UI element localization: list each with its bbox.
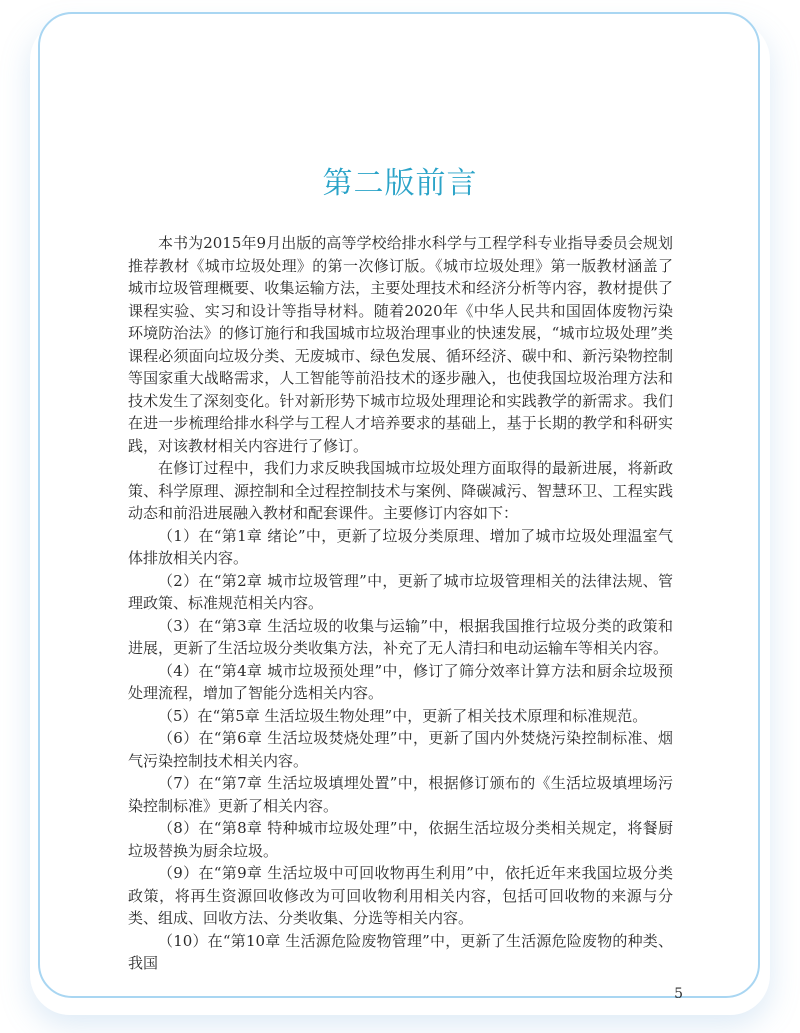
list-item: （6）在“第6章 生活垃圾焚烧处理”中，更新了国内外焚烧污染控制标准、烟气污染控制技术相关内容。 xyxy=(128,729,673,770)
list-item: （7）在“第7章 生活垃圾填埋处置”中，根据修订颁布的《生活垃圾填埋场污染控制标准》更新了相关内容。 xyxy=(128,774,673,815)
list-item: （3）在“第3章 生活垃圾的收集与运输”中，根据我国推行垃圾分类的政策和进展，更新了生活垃圾分类收集方法，补充了无人清扫和电动运输车等相关内容。 xyxy=(128,616,673,657)
list-item: （2）在“第2章 城市垃圾管理”中，更新了城市垃圾管理相关的法律法规、管理政策、标准规范相关内容。 xyxy=(128,571,673,612)
paragraph: 本书为2015年9月出版的高等学校给排水科学与工程学科专业指导委员会规划推荐教材《城市垃圾处理》的第一次修订版。《城市垃圾处理》第一版教材涵盖了城市垃圾管理概要、收集运输方法，主要处理技术和经济分析等内容，教材提供了课程实验、实习和设计等指导材料。随着2020年《中华人民共和国固体废物污染环境防治法》的修订施行和我国城市垃圾治理事业的快速发展，“城市垃圾处理”类课程必须面向垃圾分类、无废城市、绿色发展、循环经济、碳中和、新污染物控制等国家重大战略需求，人工智能等前沿技术的逐步融入，也使我国垃圾治理方法和技术发生了深刻变化。针对新形势下城市垃圾处理理论和实践教学的新需求。我们在进一步梳理给排水科学与工程人才培养要求的基础上，基于长期的教学和科研实践，对该教材相关内容进行了修订。 xyxy=(128,234,673,455)
page-number: 5 xyxy=(674,985,683,1002)
page-content xyxy=(128,232,683,1003)
page-title: 第二版前言 xyxy=(322,166,478,201)
list-item: （1）在“第1章 绪论”中，更新了垃圾分类原理、增加了城市垃圾处理温室气体排放相关内容。 xyxy=(128,526,673,567)
list-item: （8）在“第8章 特种城市垃圾处理”中，依据生活垃圾分类相关规定，将餐厨垃圾替换为厨余垃圾。 xyxy=(128,819,673,860)
list-item: （4）在“第4章 城市垃圾预处理”中，修订了筛分效率计算方法和厨余垃圾预处理流程，增加了智能分选相关内容。 xyxy=(128,661,673,702)
preface-body xyxy=(128,232,673,975)
list-item: （9）在“第9章 生活垃圾中可回收物再生利用”中，依托近年来我国垃圾分类政策，将再生资源回收修改为可回收物利用相关内容，包括可回收物的来源与分类、组成、回收方法、分类收集、分选等相关内容。 xyxy=(128,864,673,927)
list-item: （10）在“第10章 生活源危险废物管理”中，更新了生活源危险废物的种类、我国 xyxy=(128,931,673,972)
paragraph: 在修订过程中，我们力求反映我国城市垃圾处理方面取得的最新进展，将新政策、科学原理、源控制和全过程控制技术与案例、降碳减污、智慧环卫、工程实践动态和前沿进展融入教材和配套课件。主要修订内容如下： xyxy=(128,459,673,522)
list-item: （5）在“第5章 生活垃圾生物处理”中，更新了相关技术原理和标准规范。 xyxy=(158,706,648,725)
